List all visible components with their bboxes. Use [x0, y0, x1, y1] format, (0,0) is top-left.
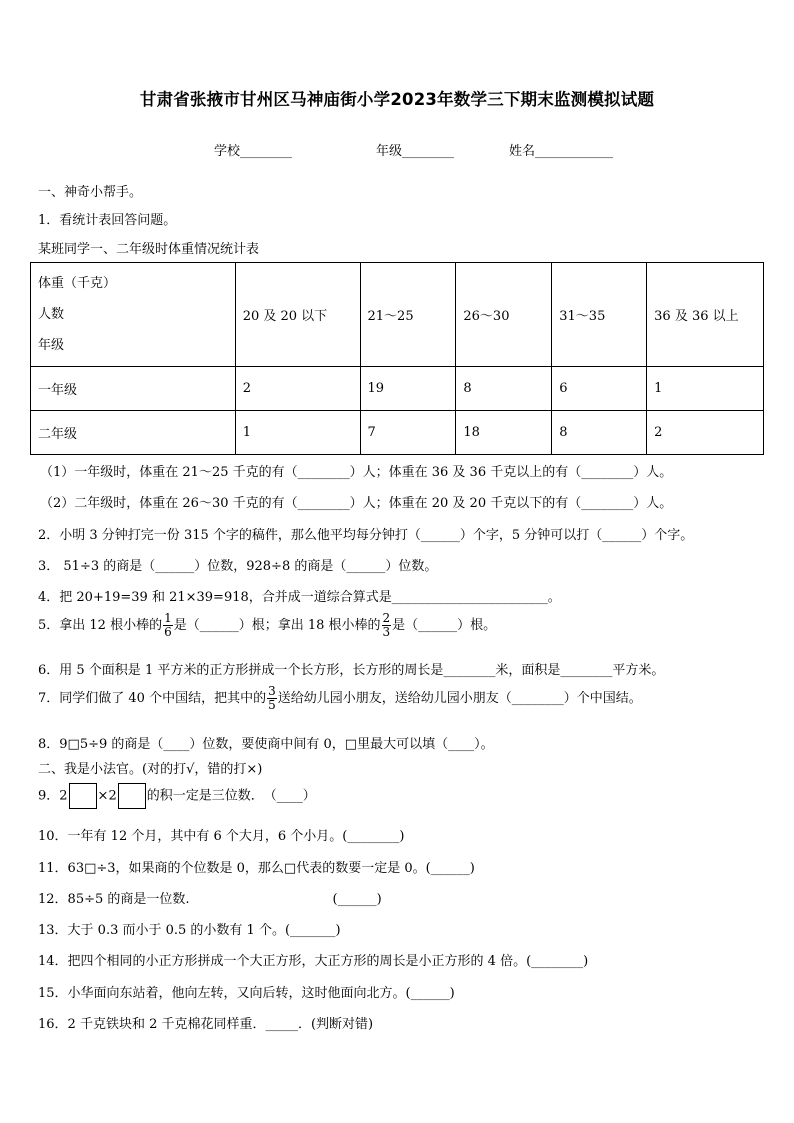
table-row: [31, 411, 764, 455]
fraction-one-sixth: [163, 612, 173, 639]
question-7: [38, 685, 642, 712]
row-label: 二年级: [31, 411, 236, 455]
question-9-part-c: 的积一定是三位数． （____）: [146, 788, 316, 804]
table-cell: 2: [647, 411, 764, 455]
question-12: 12．85÷5 的商是一位数. (______): [38, 892, 382, 907]
table-cell: 8: [456, 367, 552, 411]
question-4: 4．把 20+19=39 和 21×39=918，合并成一道综合算式是________________________。: [38, 590, 561, 605]
section-heading-1: 一、神奇小帮手。: [38, 185, 143, 200]
question-2: 2．小明 3 分钟打完一份 315 个字的稿件，那么他平均每分钟打（______）个字，5 分钟可以打（______）个字。: [38, 528, 694, 543]
question-9-part-a: 9．2: [38, 788, 68, 804]
question-9: [38, 783, 316, 809]
table-cell: 1: [235, 411, 360, 455]
fraction-denominator: 5: [268, 698, 276, 712]
column-header: 20 及 20 以下: [235, 263, 360, 367]
column-header: 26～30: [456, 263, 552, 367]
question-15: 15．小华面向东站着，他向左转，又向后转，这时他面向北方。(______): [38, 986, 455, 1001]
question-5-part-a: 5．拿出 12 根小棒的: [38, 618, 163, 633]
table-cell: 2: [235, 367, 360, 411]
table-corner-header: [31, 263, 236, 367]
question-7-part-a: 7．同学们做了 40 个中国结，把其中的: [38, 691, 267, 706]
table-caption: 某班同学一、二年级时体重情况统计表: [38, 242, 260, 257]
question-1: 1．看统计表回答问题。: [38, 213, 177, 228]
fraction-denominator: 6: [164, 625, 172, 639]
weight-stats-table: [30, 262, 764, 455]
question-5: [38, 612, 496, 639]
header-weight: 体重（千克）: [38, 276, 117, 291]
blank-box[interactable]: [118, 783, 146, 809]
question-1-1: （1）一年级时，体重在 21～25 千克的有（________）人；体重在 36 及 36 千克以上的有（________）人。: [40, 465, 673, 480]
fraction-numerator: 2: [382, 611, 391, 625]
question-13: 13．大于 0.3 而小于 0.5 的小数有 1 个。(_______): [38, 923, 341, 938]
fraction-numerator: 3: [268, 684, 276, 698]
fraction-two-thirds: [382, 612, 392, 639]
section-heading-2: 二、我是小法官。(对的打√，错的打×): [38, 762, 263, 777]
blank-box[interactable]: [69, 783, 97, 809]
fraction-numerator: 1: [164, 611, 172, 625]
header-grade: 年级: [38, 338, 65, 353]
question-10: 10．一年有 12 个月，其中有 6 个大月，6 个小月。(________): [38, 829, 405, 844]
grade-field: 年级________: [376, 144, 455, 159]
column-header: 36 及 36 以上: [647, 263, 764, 367]
table-cell: 7: [360, 411, 456, 455]
column-header: 21～25: [360, 263, 456, 367]
fraction-three-fifths: [267, 685, 277, 712]
fraction-denominator: 3: [382, 625, 391, 639]
question-1-2: （2）二年级时，体重在 26～30 千克的有（________）人；体重在 20 及 20 千克以下的有（________）人。: [40, 496, 673, 511]
table-cell: 18: [456, 411, 552, 455]
column-header: 31～35: [552, 263, 647, 367]
question-7-part-b: 送给幼儿园小朋友，送给幼儿园小朋友（________）个中国结。: [277, 691, 642, 706]
table-cell: 8: [552, 411, 647, 455]
table-cell: 6: [552, 367, 647, 411]
page-title: 甘肃省张掖市甘州区马神庙街小学2023年数学三下期末监测模拟试题: [139, 90, 655, 109]
question-9-part-b: ×2: [97, 788, 117, 804]
name-field: 姓名____________: [509, 144, 614, 159]
question-16: 16．2 千克铁块和 2 千克棉花同样重．_____．(判断对错): [38, 1017, 374, 1032]
table-header-row: [31, 263, 764, 367]
question-5-part-b: 是（______）根；拿出 18 根小棒的: [173, 618, 381, 633]
row-label: 一年级: [31, 367, 236, 411]
question-11: 11．63□÷3，如果商的个位数是 0，那么□代表的数要一定是 0。(______): [38, 861, 475, 876]
question-5-part-c: 是（______）根。: [392, 618, 497, 633]
header-people: 人数: [38, 307, 65, 322]
question-3: 3． 51÷3 的商是（______）位数，928÷8 的商是（______）位数。: [38, 559, 438, 574]
question-6: 6．用 5 个面积是 1 平方米的正方形拼成一个长方形，长方形的周长是________米，面积是________平方米。: [38, 663, 665, 678]
question-8: 8．9□5÷9 的商是（____）位数，要使商中间有 0，□里最大可以填（____）。: [38, 737, 494, 752]
school-field: 学校________: [214, 144, 293, 159]
table-cell: 19: [360, 367, 456, 411]
table-cell: 1: [647, 367, 764, 411]
table-row: [31, 367, 764, 411]
question-14: 14．把四个相同的小正方形拼成一个大正方形，大正方形的周长是小正方形的 4 倍。(________): [38, 954, 589, 969]
